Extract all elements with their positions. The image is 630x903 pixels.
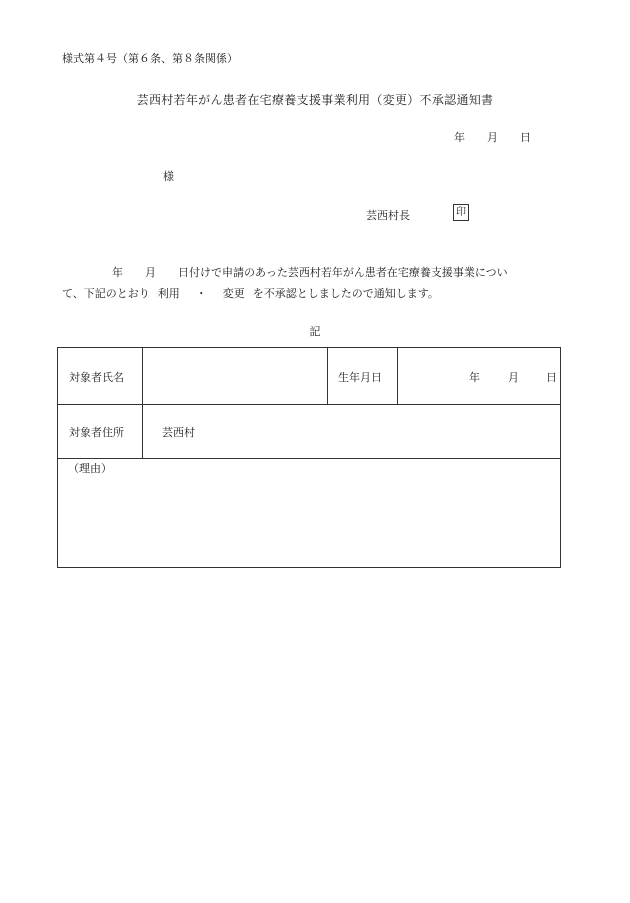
issue-date-year: 年	[454, 131, 465, 144]
address-value[interactable]: 芸西村	[162, 426, 195, 439]
reason-label: （理由）	[68, 462, 112, 475]
birthdate-label-right-divider	[397, 348, 398, 404]
name-label: 対象者氏名	[69, 371, 124, 384]
seal-box: 印	[453, 204, 469, 221]
body-text-line-1	[112, 264, 508, 280]
body-text-1: 日付けで申請のあった芸西村若年がん患者在宅療養支援事業につい	[178, 266, 508, 279]
birthdate-label: 生年月日	[338, 371, 382, 384]
sender-title: 芸西村長	[366, 209, 410, 222]
body-text-2-end: を不承認としましたので通知します。	[252, 287, 439, 300]
row-divider-1	[58, 404, 560, 405]
address-label: 対象者住所	[69, 426, 124, 439]
document-title: 芸西村若年がん患者在宅療養支援事業利用（変更）不承認通知書	[136, 93, 494, 107]
option-use: 利用	[157, 287, 180, 300]
addressee-honorific: 様	[163, 170, 174, 183]
issue-date	[454, 129, 531, 145]
issue-date-month: 月	[487, 131, 498, 144]
label-column-divider	[142, 348, 143, 458]
body-year: 年	[112, 266, 123, 279]
body-month: 月	[145, 266, 156, 279]
issue-date-day: 日	[520, 131, 531, 144]
birth-year: 年	[469, 371, 480, 384]
detail-table	[57, 347, 561, 568]
body-text-line-2	[62, 285, 439, 301]
birth-month: 月	[508, 371, 519, 384]
row-divider-2	[58, 458, 560, 459]
ki-heading: 記	[309, 325, 321, 338]
option-change: 変更	[222, 287, 245, 300]
option-separator: ・	[195, 287, 207, 300]
form-number: 様式第４号（第６条、第８条関係）	[62, 52, 238, 65]
birthdate-label-left-divider	[327, 348, 328, 404]
body-text-2-start: て、下記のとおり	[62, 287, 150, 300]
birth-day: 日	[546, 371, 557, 384]
